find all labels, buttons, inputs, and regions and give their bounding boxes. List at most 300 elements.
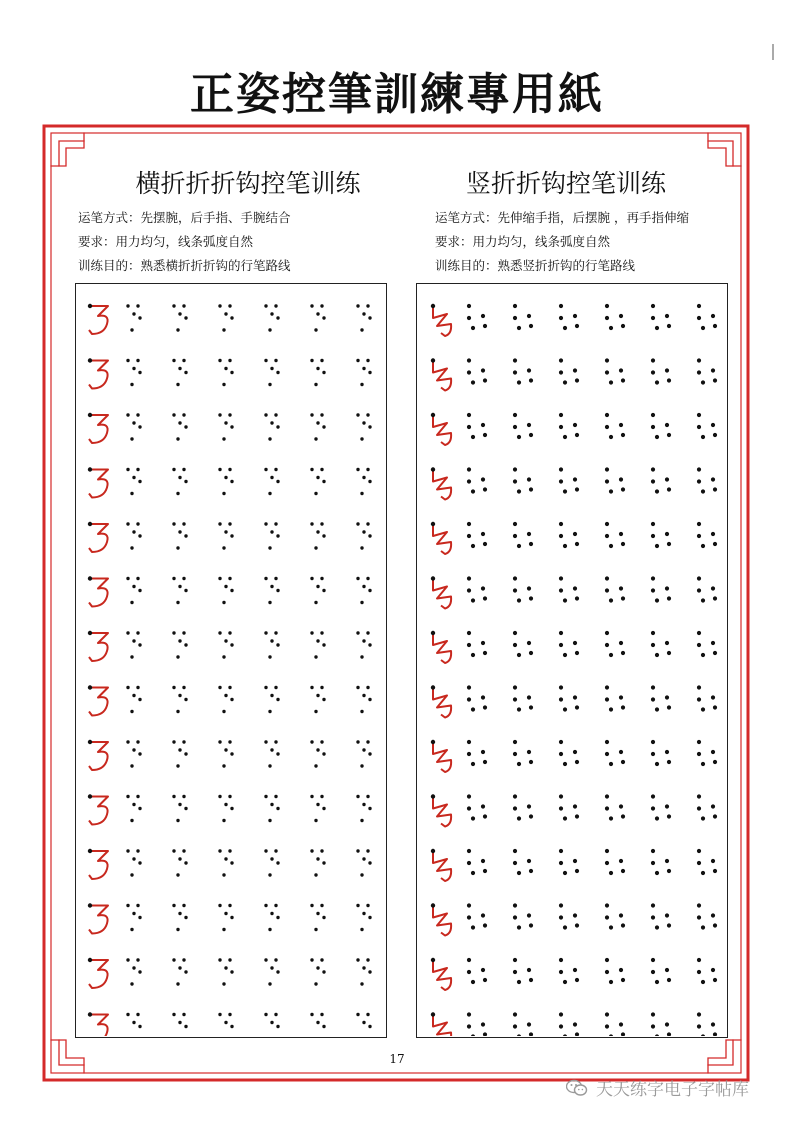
right-guide-dot [665, 423, 669, 427]
right-guide-dot [527, 750, 531, 754]
right-guide-dot [517, 816, 521, 820]
right-guide-dot [471, 380, 475, 384]
right-guide-dot [665, 695, 669, 699]
right-guide-dot [471, 816, 475, 820]
right-guide-dot [651, 740, 655, 744]
left-dot-group [126, 413, 141, 440]
right-guide-dot [513, 806, 517, 810]
left-guide-dot [126, 631, 129, 634]
left-guide-dot [228, 958, 231, 961]
left-dot-group [172, 1013, 187, 1036]
right-practice-grid [417, 284, 727, 1036]
right-panel-title: 竖折折钩控笔训练 [465, 169, 666, 198]
right-guide-dot [697, 958, 701, 962]
left-guide-dot [132, 421, 135, 424]
left-guide-dot [366, 359, 369, 362]
right-guide-dot [575, 814, 579, 818]
left-start-dot [88, 849, 92, 853]
left-guide-dot [314, 819, 317, 822]
left-guide-dot [130, 437, 133, 440]
left-guide-dot [218, 522, 221, 525]
left-guide-dot [264, 631, 267, 634]
left-guide-dot [230, 316, 233, 319]
right-guide-dot [517, 326, 521, 330]
left-guide-dot [366, 577, 369, 580]
right-guide-dot [621, 651, 625, 655]
left-guide-dot [316, 1021, 319, 1024]
right-guide-dot [711, 477, 715, 481]
right-guide-dot [621, 1032, 625, 1036]
left-guide-dot [310, 740, 313, 743]
right-guide-dot [573, 586, 577, 590]
left-dot-group [172, 740, 187, 767]
left-practice-row [88, 903, 372, 933]
right-guide-dot [471, 925, 475, 929]
left-start-dot [88, 685, 92, 689]
left-practice-row [88, 849, 372, 879]
left-guide-dot [320, 577, 323, 580]
left-guide-dot [362, 312, 365, 315]
left-guide-dot [230, 916, 233, 919]
left-guide-dot [368, 589, 371, 592]
right-guide-dot [701, 326, 705, 330]
right-dot-group [651, 358, 671, 384]
right-guide-dot [651, 534, 655, 538]
right-start-dot [431, 740, 435, 744]
left-guide-dot [222, 492, 225, 495]
right-dot-group [605, 740, 625, 766]
right-guide-dot [711, 368, 715, 372]
watermark-text: 天天练字电子字帖库 [596, 1080, 749, 1100]
right-guide-dot [483, 978, 487, 982]
right-guide-dot [609, 925, 613, 929]
left-dot-group [356, 468, 371, 495]
right-dot-group [605, 685, 625, 711]
left-dot-group [126, 740, 141, 767]
left-guide-stroke [89, 742, 108, 770]
right-guide-dot [467, 522, 471, 526]
right-guide-dot [651, 576, 655, 580]
right-guide-dot [655, 489, 659, 493]
right-guide-dot [651, 915, 655, 919]
left-guide-dot [368, 425, 371, 428]
left-guide-dot [132, 966, 135, 969]
left-guide-dot [138, 1025, 141, 1028]
right-guide-dot [559, 849, 563, 853]
right-dot-group [513, 1012, 533, 1036]
right-guide-dot [483, 1032, 487, 1036]
right-guide-dot [513, 1012, 517, 1016]
left-panel-title: 横折折折钩控笔训练 [135, 169, 361, 198]
left-method-text: 运笔方式：先摆腕，后手指、手腕结合 [78, 210, 291, 225]
right-guide-dot [471, 707, 475, 711]
left-dot-group [264, 740, 279, 767]
right-guide-dot [471, 980, 475, 984]
right-guide-dot [575, 596, 579, 600]
left-start-dot [88, 903, 92, 907]
right-guide-dot [483, 433, 487, 437]
right-guide-dot [651, 861, 655, 865]
left-guide-dot [270, 367, 273, 370]
right-guide-dot [667, 1032, 671, 1036]
right-guide-dot [609, 653, 613, 657]
right-guide-dot [651, 903, 655, 907]
left-guide-dot [172, 795, 175, 798]
left-start-dot [88, 631, 92, 635]
left-dot-group [126, 522, 141, 549]
right-guide-stroke [433, 906, 451, 936]
left-guide-dot [356, 1013, 359, 1016]
left-guide-dot [360, 437, 363, 440]
right-guide-dot [563, 380, 567, 384]
right-guide-dot [513, 370, 517, 374]
right-guide-dot [697, 697, 701, 701]
left-guide-dot [356, 631, 359, 634]
left-guide-dot [184, 371, 187, 374]
left-guide-dot [172, 304, 175, 307]
left-guide-dot [176, 492, 179, 495]
left-guide-dot [320, 904, 323, 907]
right-dot-group [697, 467, 717, 493]
left-guide-dot [130, 819, 133, 822]
left-guide-dot [362, 476, 365, 479]
right-dot-group [605, 1012, 625, 1036]
left-guide-dot [268, 492, 271, 495]
left-guide-dot [138, 534, 141, 537]
right-guide-dot [697, 794, 701, 798]
right-guide-dot [665, 750, 669, 754]
right-guide-dot [513, 316, 517, 320]
left-guide-dot [362, 748, 365, 751]
left-guide-dot [276, 371, 279, 374]
right-guide-dot [573, 423, 577, 427]
left-guide-dot [132, 585, 135, 588]
left-guide-dot [178, 530, 181, 533]
left-guide-dot [136, 958, 139, 961]
left-dot-group [264, 304, 279, 331]
left-guide-dot [126, 468, 129, 471]
left-guide-dot [178, 857, 181, 860]
right-guide-dot [701, 544, 705, 548]
right-guide-dot [609, 980, 613, 984]
left-dot-group [356, 631, 371, 658]
left-guide-dot [322, 371, 325, 374]
left-dot-group [218, 359, 233, 386]
right-guide-dot [655, 598, 659, 602]
right-guide-dot [651, 631, 655, 635]
left-guide-dot [366, 904, 369, 907]
left-guide-dot [184, 480, 187, 483]
right-guide-dot [483, 324, 487, 328]
right-guide-dot [483, 651, 487, 655]
right-guide-dot [711, 423, 715, 427]
right-guide-dot [527, 314, 531, 318]
left-dot-group [310, 522, 325, 549]
left-guide-dot [356, 904, 359, 907]
left-guide-dot [126, 904, 129, 907]
right-guide-dot [697, 643, 701, 647]
left-guide-dot [268, 328, 271, 331]
left-dot-group [310, 304, 325, 331]
right-guide-dot [467, 752, 471, 756]
right-dot-group [605, 903, 625, 929]
left-guide-dot [322, 698, 325, 701]
left-guide-dot [366, 958, 369, 961]
left-guide-dot [126, 304, 129, 307]
left-guide-dot [360, 764, 363, 767]
right-guide-dot [701, 871, 705, 875]
left-guide-dot [182, 1013, 185, 1016]
right-guide-dot [701, 762, 705, 766]
left-dot-group [218, 522, 233, 549]
right-dot-group [513, 576, 533, 602]
right-guide-dot [467, 849, 471, 853]
left-guide-dot [130, 383, 133, 386]
right-start-dot [431, 413, 435, 417]
right-practice-row [431, 794, 717, 826]
left-guide-dot [360, 328, 363, 331]
left-guide-dot [264, 468, 267, 471]
right-guide-dot [619, 641, 623, 645]
left-guide-dot [264, 740, 267, 743]
right-guide-dot [467, 576, 471, 580]
left-start-dot [88, 522, 92, 526]
right-guide-dot [563, 816, 567, 820]
left-guide-dot [276, 752, 279, 755]
left-guide-dot [316, 748, 319, 751]
left-guide-dot [264, 958, 267, 961]
left-guide-dot [230, 970, 233, 973]
right-guide-dot [697, 413, 701, 417]
right-dot-group [605, 849, 625, 875]
right-guide-dot [575, 1032, 579, 1036]
left-guide-dot [264, 577, 267, 580]
right-guide-dot [517, 598, 521, 602]
left-guide-dot [178, 367, 181, 370]
left-guide-dot [368, 970, 371, 973]
right-guide-dot [667, 814, 671, 818]
left-guide-dot [138, 316, 141, 319]
left-guide-dot [126, 522, 129, 525]
right-practice-row [431, 1012, 717, 1036]
right-guide-dot [527, 586, 531, 590]
right-guide-dot [513, 849, 517, 853]
right-guide-dot [559, 1024, 563, 1028]
right-guide-dot [483, 705, 487, 709]
right-guide-dot [697, 685, 701, 689]
left-guide-dot [178, 912, 181, 915]
right-guide-dot [513, 643, 517, 647]
left-guide-dot [356, 413, 359, 416]
left-guide-dot [184, 752, 187, 755]
left-dot-group [126, 1013, 141, 1036]
right-guide-dot [481, 913, 485, 917]
right-guide-dot [467, 534, 471, 538]
right-guide-dot [609, 707, 613, 711]
right-guide-dot [605, 358, 609, 362]
right-dot-group [467, 631, 487, 657]
left-guide-dot [316, 421, 319, 424]
left-guide-dot [276, 807, 279, 810]
left-guide-dot [310, 468, 313, 471]
right-dot-group [513, 358, 533, 384]
left-start-dot [88, 794, 92, 798]
right-dot-group [467, 1012, 487, 1036]
right-dot-group [559, 413, 579, 439]
left-guide-dot [368, 861, 371, 864]
right-guide-dot [517, 435, 521, 439]
left-guide-dot [172, 686, 175, 689]
left-guide-stroke [89, 960, 108, 988]
left-guide-dot [230, 589, 233, 592]
right-guide-dot [517, 925, 521, 929]
right-guide-stroke [433, 688, 451, 718]
right-guide-dot [517, 489, 521, 493]
left-dot-group [218, 413, 233, 440]
right-guide-dot [655, 326, 659, 330]
right-guide-dot [575, 923, 579, 927]
right-guide-dot [559, 425, 563, 429]
left-guide-dot [368, 643, 371, 646]
left-guide-dot [368, 534, 371, 537]
left-guide-dot [268, 982, 271, 985]
right-guide-dot [559, 304, 563, 308]
left-practice-row [88, 1012, 372, 1036]
left-guide-dot [222, 437, 225, 440]
left-guide-dot [228, 631, 231, 634]
right-guide-dot [575, 378, 579, 382]
right-guide-stroke [433, 361, 451, 391]
left-guide-dot [176, 655, 179, 658]
left-guide-dot [230, 371, 233, 374]
left-guide-dot [176, 982, 179, 985]
left-guide-dot [274, 468, 277, 471]
left-guide-dot [314, 982, 317, 985]
right-start-dot [431, 1012, 435, 1016]
left-guide-dot [184, 534, 187, 537]
right-guide-dot [529, 1032, 533, 1036]
right-guide-dot [655, 980, 659, 984]
right-guide-stroke [433, 470, 451, 500]
left-guide-dot [222, 710, 225, 713]
right-guide-dot [481, 695, 485, 699]
right-guide-dot [527, 532, 531, 536]
left-guide-dot [130, 601, 133, 604]
right-guide-stroke [433, 960, 451, 990]
left-guide-dot [274, 522, 277, 525]
right-guide-dot [605, 631, 609, 635]
right-guide-dot [667, 324, 671, 328]
right-guide-dot [513, 958, 517, 962]
right-guide-dot [619, 913, 623, 917]
right-panel-instructions [435, 206, 689, 278]
right-practice-row [431, 903, 717, 935]
right-guide-dot [467, 370, 471, 374]
right-guide-dot [513, 794, 517, 798]
left-guide-dot [182, 740, 185, 743]
left-guide-dot [182, 304, 185, 307]
left-guide-dot [362, 585, 365, 588]
left-guide-dot [138, 861, 141, 864]
left-guide-dot [314, 655, 317, 658]
left-guide-dot [366, 304, 369, 307]
right-guide-dot [621, 542, 625, 546]
left-dot-group [264, 359, 279, 386]
right-guide-dot [697, 970, 701, 974]
right-guide-dot [651, 1024, 655, 1028]
left-guide-dot [276, 589, 279, 592]
right-dot-group [605, 304, 625, 330]
left-practice-grid [76, 284, 386, 1036]
left-practice-row [88, 522, 372, 552]
left-dot-group [310, 740, 325, 767]
right-guide-dot [517, 380, 521, 384]
right-dot-group [605, 413, 625, 439]
left-guide-dot [366, 849, 369, 852]
left-guide-stroke [89, 688, 108, 716]
left-guide-dot [320, 795, 323, 798]
right-practice-box [416, 283, 728, 1038]
right-dot-group [467, 358, 487, 384]
right-guide-dot [467, 413, 471, 417]
right-dot-group [697, 903, 717, 929]
left-guide-dot [126, 359, 129, 362]
left-guide-dot [310, 631, 313, 634]
right-guide-dot [605, 685, 609, 689]
right-guide-dot [605, 697, 609, 701]
right-guide-dot [697, 1012, 701, 1016]
left-guide-dot [270, 476, 273, 479]
left-guide-dot [184, 1025, 187, 1028]
left-guide-dot [274, 849, 277, 852]
right-guide-dot [701, 598, 705, 602]
right-practice-row [431, 958, 717, 990]
left-guide-dot [264, 522, 267, 525]
right-dot-group [651, 304, 671, 330]
left-dot-group [264, 413, 279, 440]
left-guide-stroke [89, 415, 108, 443]
right-guide-dot [513, 752, 517, 756]
right-guide-dot [621, 978, 625, 982]
left-guide-dot [178, 639, 181, 642]
left-dot-group [264, 522, 279, 549]
left-guide-dot [230, 807, 233, 810]
right-guide-dot [605, 425, 609, 429]
left-guide-dot [322, 807, 325, 810]
right-dot-group [559, 849, 579, 875]
left-dot-group [356, 958, 371, 985]
left-guide-dot [130, 492, 133, 495]
right-practice-row [431, 849, 717, 881]
left-guide-dot [310, 686, 313, 689]
left-guide-dot [176, 928, 179, 931]
right-guide-dot [467, 806, 471, 810]
left-guide-dot [276, 534, 279, 537]
left-guide-dot [368, 698, 371, 701]
left-dot-group [356, 849, 371, 876]
right-guide-dot [667, 869, 671, 873]
left-guide-dot [182, 359, 185, 362]
left-guide-dot [322, 970, 325, 973]
right-guide-dot [559, 740, 563, 744]
left-start-dot [88, 413, 92, 417]
left-guide-dot [356, 522, 359, 525]
right-guide-dot [651, 413, 655, 417]
left-guide-dot [218, 958, 221, 961]
right-dot-group [513, 685, 533, 711]
right-start-dot [431, 467, 435, 471]
left-guide-dot [320, 468, 323, 471]
